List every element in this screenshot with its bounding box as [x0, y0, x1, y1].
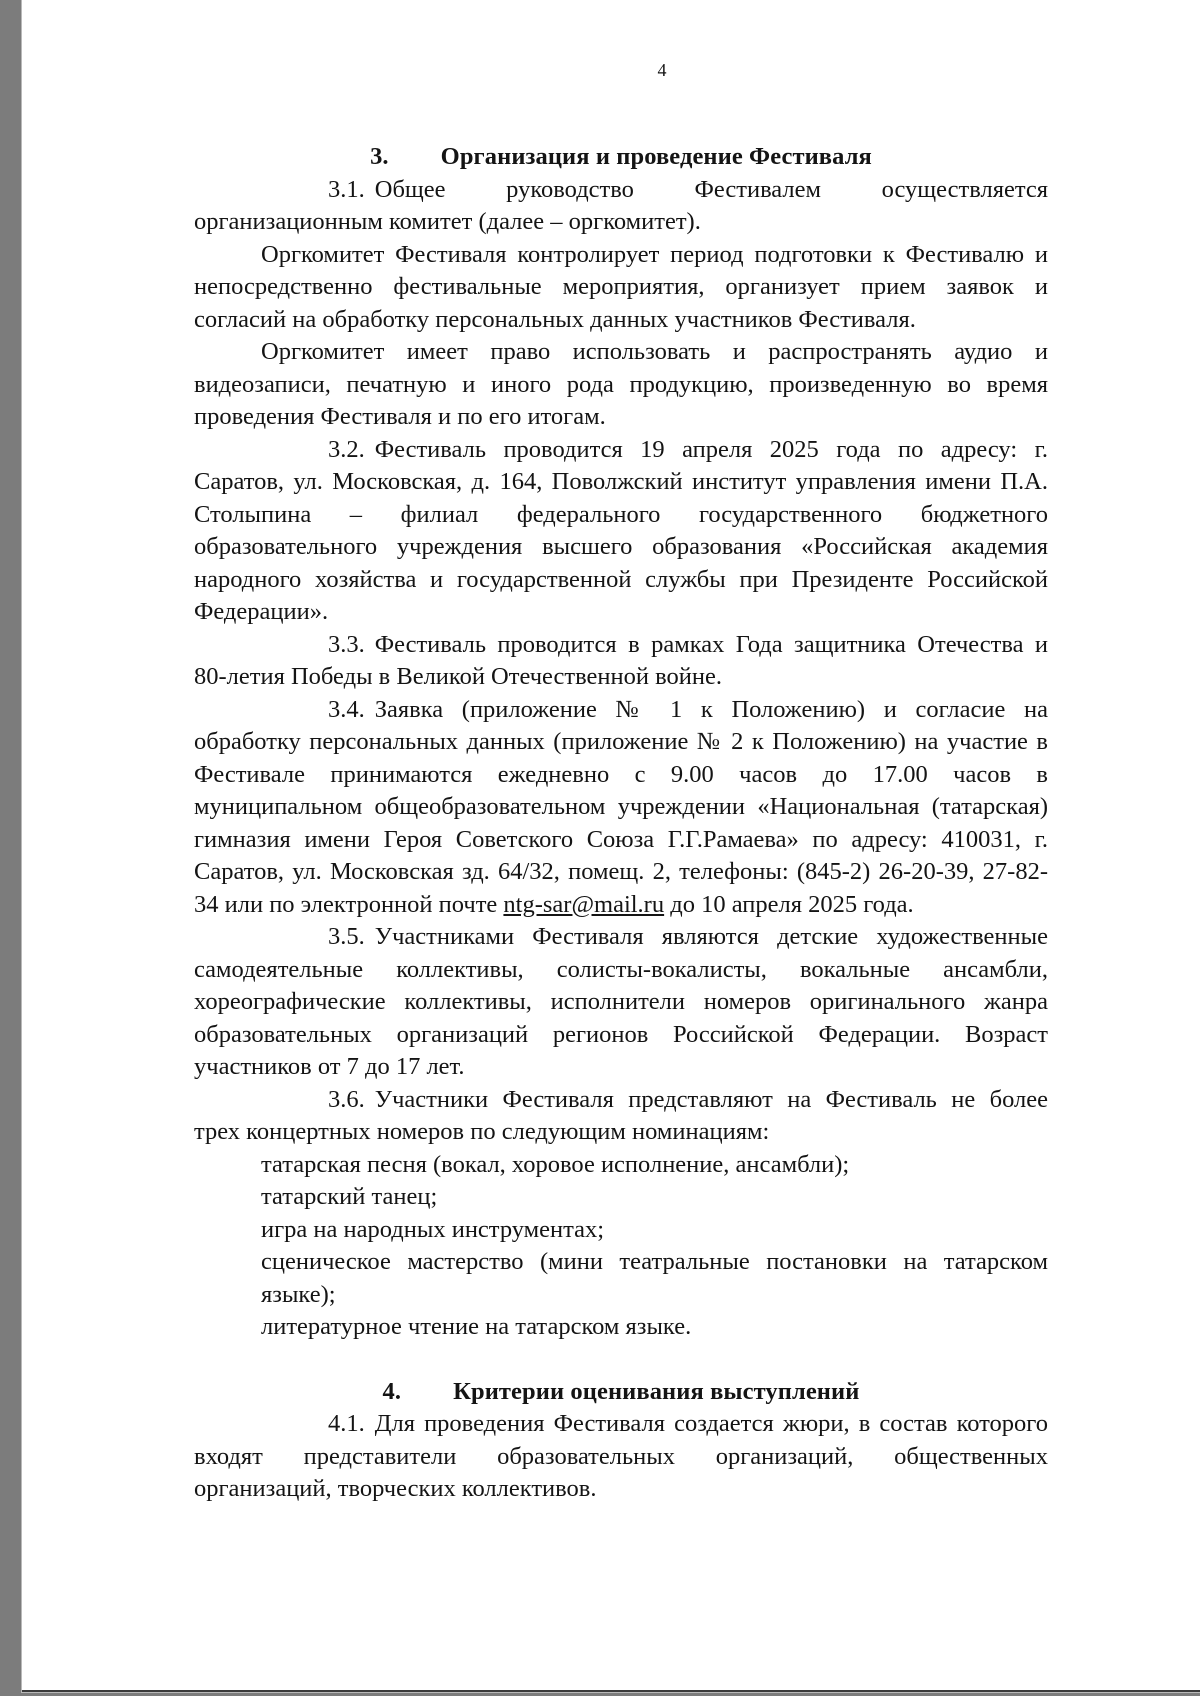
- section-4-number: 4.: [382, 1377, 402, 1405]
- paragraph-3-4-number: 3.4.: [328, 695, 365, 723]
- paragraph-3-2-text: Фестиваль проводится 19 апреля 2025 года по адресу: г. Саратов, ул. Московская, д. 164, Поволжский институт управления имени П.А. Столыпина – филиал федерального государственного бюджетного образовательного учреждения высшего образования «Российская академия народного хозяйства и государственной службы при Президенте Российской Федерации».: [194, 435, 1048, 625]
- section-3-title: Организация и проведение Фестиваля: [440, 143, 872, 170]
- email-link[interactable]: ntg-sar@mail.ru: [503, 890, 665, 918]
- section-3-heading: [194, 141, 1048, 174]
- section-4-heading: [194, 1376, 1048, 1409]
- nomination-item: татарская песня (вокал, хоровое исполнение, ансамбли);: [261, 1150, 850, 1178]
- page-number: 4: [657, 60, 667, 80]
- nomination-item: татарский танец;: [261, 1183, 438, 1210]
- paragraph-3-6-number: 3.6.: [328, 1085, 365, 1113]
- paragraph-3-1-rights: Оргкомитет имеет право использовать и распространять аудио и видеозаписи, печатную и иного рода продукцию, произведенную во время проведения Фестиваля и по его итогам.: [194, 338, 1048, 430]
- paragraph-3-2-number: 3.2.: [328, 435, 365, 463]
- section-3-number: 3.: [370, 143, 389, 170]
- nomination-item: литературное чтение на татарском языке.: [261, 1313, 692, 1340]
- paragraph-3-6-text: Участники Фестиваля представляют на Фестиваль не более трех концертных номеров по следующим номинациям:: [194, 1085, 1048, 1145]
- paragraph-3-5: [194, 921, 1048, 1084]
- paragraph-4-1-text: Для проведения Фестиваля создается жюри, в состав которого входят представители образовательных организаций, общественных организаций, творческих коллективов.: [194, 1410, 1048, 1502]
- paragraph-3-3-number: 3.3.: [328, 630, 365, 658]
- section-spacer: [194, 1344, 1048, 1376]
- nomination-item: игра на народных инструментах;: [261, 1215, 605, 1243]
- paragraph-3-4: [194, 694, 1048, 922]
- paragraph-3-3-text: Фестиваль проводится в рамках Года защитника Отечества и 80-летия Победы в Великой Отечественной войне.: [194, 630, 1048, 690]
- nomination-item: сценическое мастерство (мини театральные постановки на татарском языке);: [261, 1248, 1048, 1308]
- paragraph-3-4-text: Заявка (приложение № 1 к Положению) и согласие на обработку персональных данных (приложение № 2 к Положению) на участие в Фестивале принимаются ежедневно с 9.00 часов до 17.00 часов в муниципальном общеобразовательном учреждении «Национальная (татарская) гимназия имени Героя Советского Союза Г.Г.Рамаева» по адресу: 410031, г. Саратов, ул. Московская зд. 64/32, помещ. 2, телефоны: (845-2) 26-20-39, 27-82-34 или по электронной почте: [194, 695, 1048, 918]
- paragraph-3-4-deadline: до 10 апреля 2025 года.: [670, 890, 914, 918]
- document-body: [194, 141, 1048, 1506]
- paragraph-3-5-text: Участниками Фестиваля являются детские художественные самодеятельные коллективы, солисты-вокалисты, вокальные ансамбли, хореографические коллективы, исполнители номеров оригинального жанра образовательных организаций регионов Российской Федерации. Возраст участников от 7 до 17 лет.: [194, 923, 1048, 1080]
- paragraph-3-1-orgcommittee: Оргкомитет Фестиваля контролирует период подготовки к Фестивалю и непосредственно фестивальные мероприятия, организует прием заявок и согласий на обработку персональных данных участников Фестиваля.: [194, 240, 1048, 333]
- paragraph-3-2: [194, 434, 1048, 629]
- section-4-title: Критерии оценивания выступлений: [453, 1377, 860, 1405]
- paragraph-3-1-number: 3.1.: [328, 175, 365, 203]
- document-page: [22, 0, 1200, 1692]
- paragraph-4-1-number: 4.1.: [328, 1410, 365, 1437]
- paragraph-3-1-line1-text: Общее руководство Фестивалем осуществляется: [374, 175, 1048, 203]
- paragraph-4-1: [194, 1408, 1048, 1506]
- paragraph-3-5-number: 3.5.: [328, 923, 365, 950]
- paragraph-3-1-rest: организационным комитет (далее – оргкомитет).: [194, 208, 701, 235]
- paragraph-3-6: [194, 1084, 1048, 1149]
- paragraph-3-1-line1: [194, 174, 1048, 207]
- paragraph-3-3: [194, 629, 1048, 694]
